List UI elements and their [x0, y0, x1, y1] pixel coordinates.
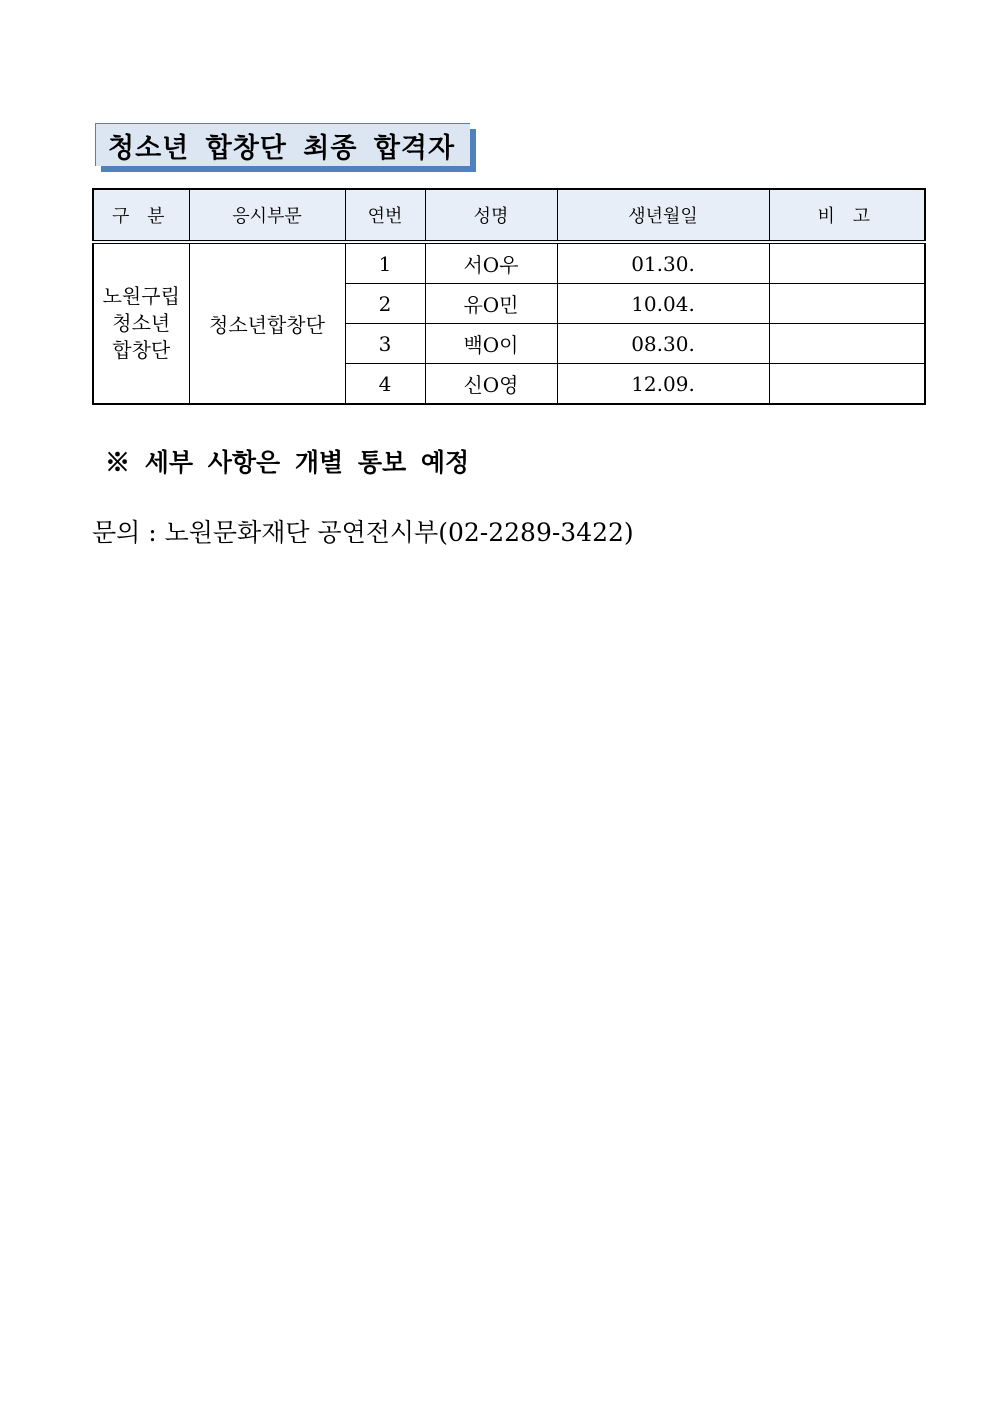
- header-category: 구 분: [93, 189, 189, 242]
- number-cell: 4: [345, 364, 425, 405]
- header-number: 연번: [345, 189, 425, 242]
- name-cell: 유O민: [425, 284, 557, 324]
- birthdate-cell: 12.09.: [557, 364, 769, 405]
- table-row: [93, 242, 925, 284]
- number-cell: 3: [345, 324, 425, 364]
- birthdate-cell: 08.30.: [557, 324, 769, 364]
- remarks-cell: [769, 324, 925, 364]
- category-cell: 청소년합창단: [189, 242, 345, 404]
- contact-text: 문의 : 노원문화재단 공연전시부(02-2289-3422): [92, 518, 634, 547]
- results-table: [92, 188, 926, 405]
- remarks-cell: [769, 284, 925, 324]
- number-cell: 2: [345, 284, 425, 324]
- table-header-row: [93, 189, 925, 242]
- title-box: [95, 123, 470, 166]
- remarks-cell: [769, 242, 925, 284]
- header-name: 성명: [425, 189, 557, 242]
- header-birthdate: 생년월일: [557, 189, 769, 242]
- remarks-cell: [769, 364, 925, 405]
- group-cell: 노원구립 청소년 합창단: [93, 242, 189, 404]
- birthdate-cell: 01.30.: [557, 242, 769, 284]
- name-cell: 신O영: [425, 364, 557, 405]
- notice-text: ※ 세부 사항은 개별 통보 예정: [105, 448, 470, 477]
- name-cell: 서O우: [425, 242, 557, 284]
- number-cell: 1: [345, 242, 425, 284]
- name-cell: 백O이: [425, 324, 557, 364]
- header-remarks: 비 고: [769, 189, 925, 242]
- header-division: 응시부문: [189, 189, 345, 242]
- birthdate-cell: 10.04.: [557, 284, 769, 324]
- page-title: 청소년 합창단 최종 합격자: [108, 132, 456, 164]
